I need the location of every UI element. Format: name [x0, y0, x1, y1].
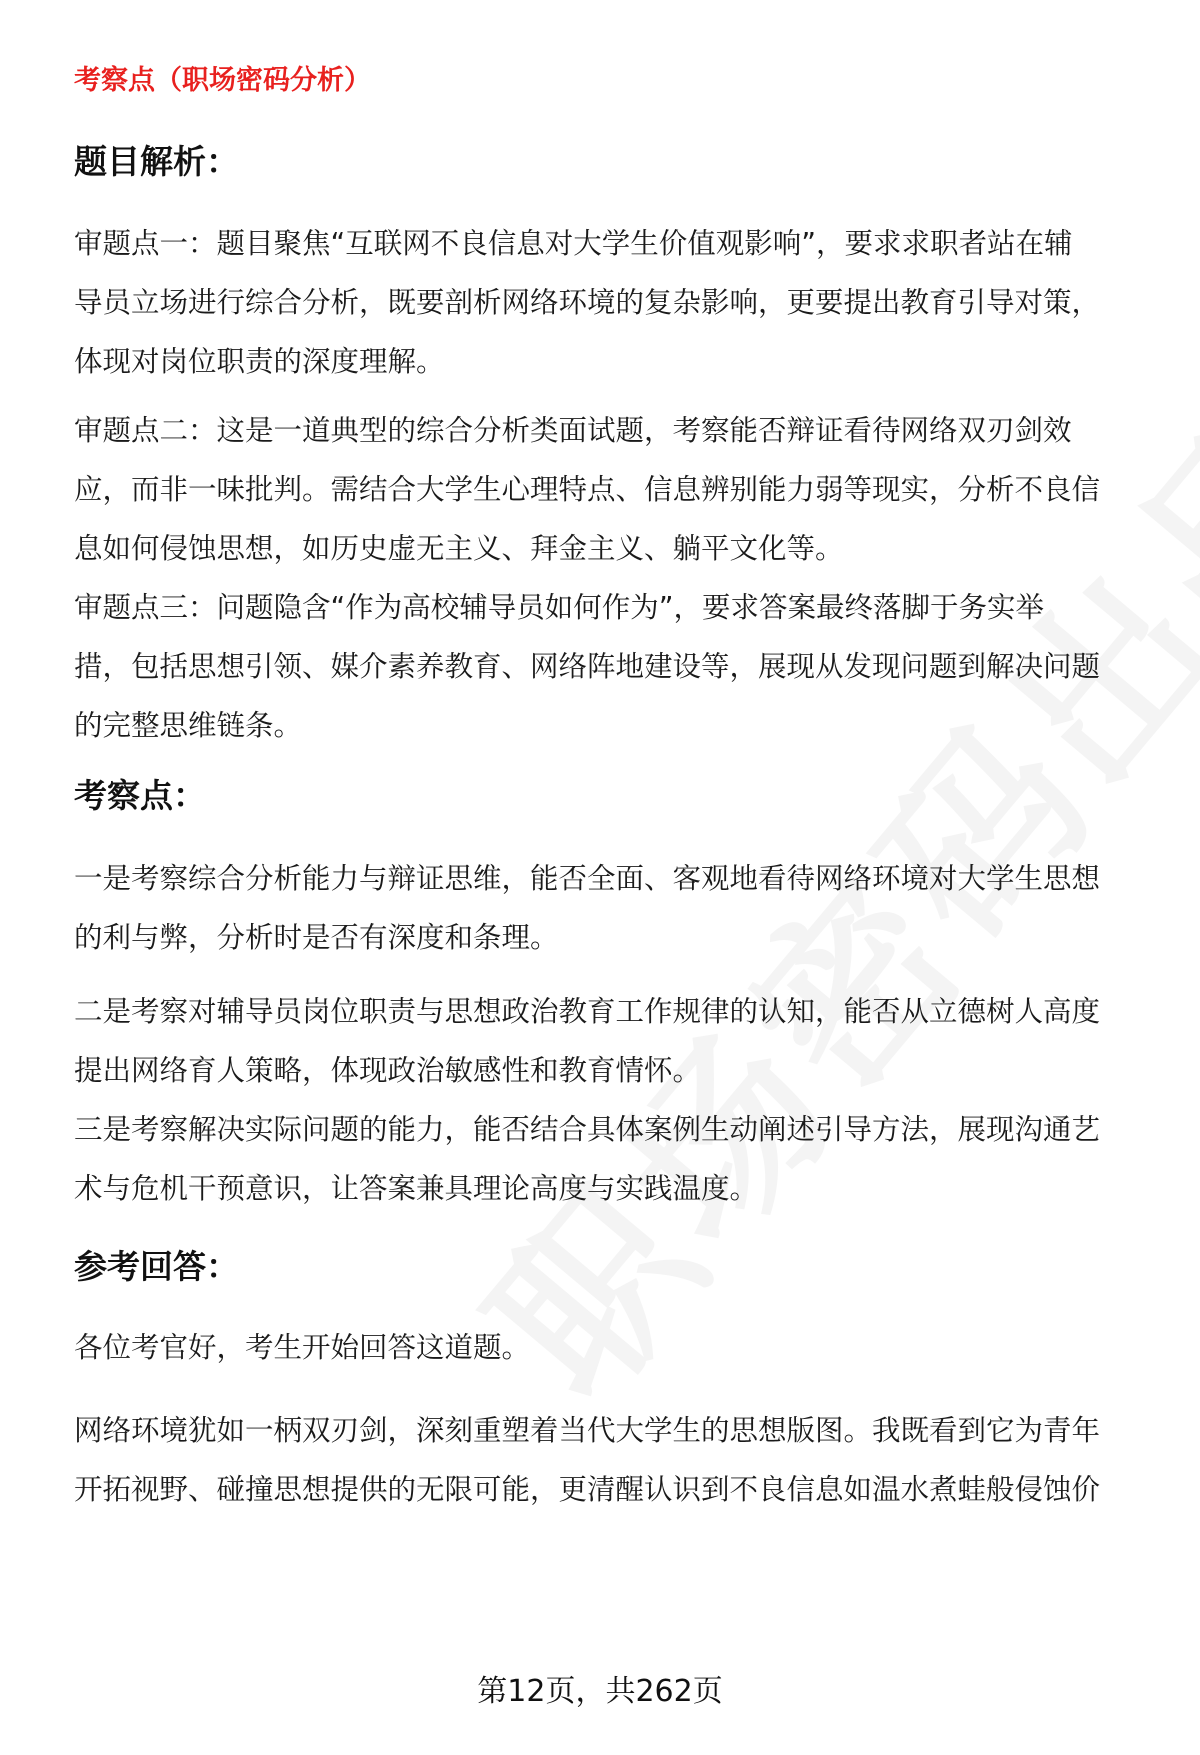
- section-tag: 考察点（职场密码分析）: [74, 65, 371, 96]
- text-line: 二是考察对辅导员岗位职责与思想政治教育工作规律的认知，能否从立德树人高度: [74, 995, 1101, 1028]
- text-line: 审题点二：这是一道典型的综合分析类面试题，考察能否辩证看待网络双刃剑效: [74, 414, 1072, 447]
- text-line: 的利与弊，分析时是否有深度和条理。: [74, 921, 559, 954]
- text-line: 三是考察解决实际问题的能力，能否结合具体案例生动阐述引导方法，展现沟通艺: [74, 1113, 1101, 1146]
- analysis-paragraph-1: [74, 214, 1144, 391]
- answer-paragraph-2: [74, 1401, 1144, 1519]
- points-paragraph-2: [74, 982, 1144, 1218]
- page-number-footer: 第12页，共262页: [477, 1674, 723, 1709]
- analysis-paragraph-2: [74, 401, 1144, 755]
- text-line: 术与危机干预意识，让答案兼具理论高度与实践温度。: [74, 1172, 759, 1205]
- heading-answer: 参考回答：: [74, 1247, 239, 1286]
- text-line: 应，而非一味批判。需结合大学生心理特点、信息辨别能力弱等现实，分析不良信: [74, 473, 1101, 506]
- text-line: 一是考察综合分析能力与辩证思维，能否全面、客观地看待网络环境对大学生思想: [74, 862, 1101, 895]
- text-line: 审题点三：问题隐含“作为高校辅导员如何作为”，要求答案最终落脚于务实举: [74, 591, 1045, 624]
- text-line: 审题点一：题目聚焦“互联网不良信息对大学生价值观影响”，要求求职者站在辅: [74, 227, 1073, 260]
- text-line: 提出网络育人策略，体现政治敏感性和教育情怀。: [74, 1054, 702, 1087]
- text-line: 各位考官好，考生开始回答这道题。: [74, 1331, 531, 1364]
- text-line: 的完整思维链条。: [74, 709, 303, 742]
- text-line: 体现对岗位职责的深度理解。: [74, 345, 445, 378]
- heading-points: 考察点：: [74, 776, 206, 815]
- points-paragraph-1: [74, 849, 1144, 967]
- text-line: 息如何侵蚀思想，如历史虚无主义、拜金主义、躺平文化等。: [74, 532, 844, 565]
- heading-analysis: 题目解析：: [74, 142, 239, 181]
- answer-paragraph-1: [74, 1318, 1144, 1377]
- text-line: 开拓视野、碰撞思想提供的无限可能，更清醒认识到不良信息如温水煮蛙般侵蚀价: [74, 1473, 1101, 1506]
- text-line: 措，包括思想引领、媒介素养教育、网络阵地建设等，展现从发现问题到解决问题: [74, 650, 1101, 683]
- text-line: 导员立场进行综合分析，既要剖析网络环境的复杂影响，更要提出教育引导对策，: [74, 286, 1101, 319]
- text-line: 网络环境犹如一柄双刃剑，深刻重塑着当代大学生的思想版图。我既看到它为青年: [74, 1414, 1101, 1447]
